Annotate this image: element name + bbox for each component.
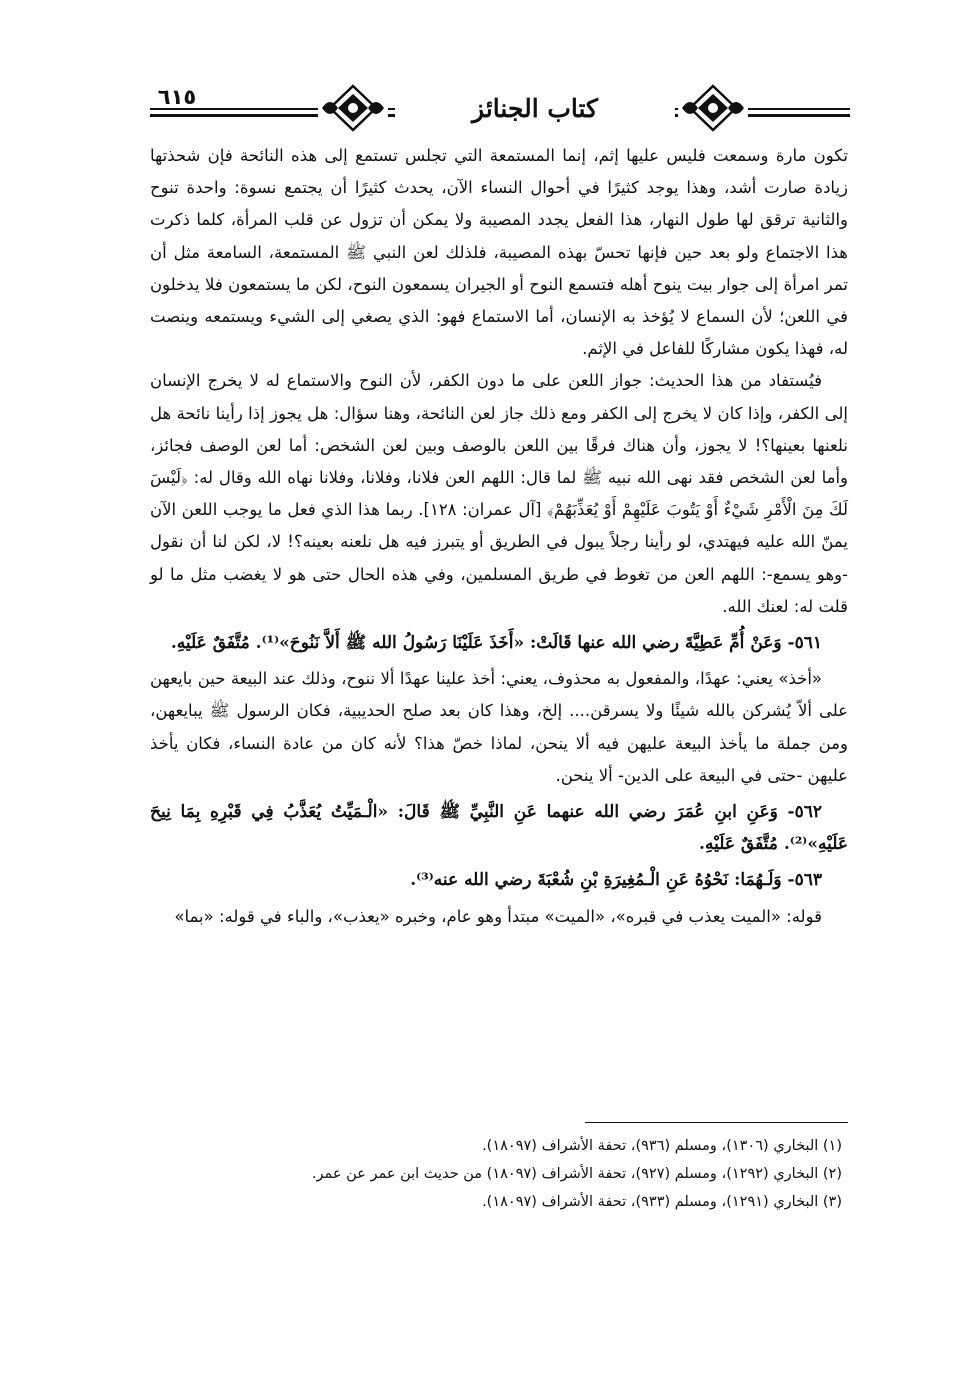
main-text <box>150 140 848 933</box>
footnote-separator <box>585 1122 848 1123</box>
page-number: ٦١٥ <box>150 86 204 108</box>
footnote-3: (٣) البخاري (١٢٩١)، ومسلم (٩٣٣)، تحفة الأشراف (١٨٠٩٧). <box>482 1194 842 1210</box>
hadith-562: ٥٦٢- وَعَنِ ابنِ عُمَرَ رضي الله عنهما عَنِ النَّبِيِّ ﷺ قَالَ: «الْـمَيِّتُ يُعَذَّبُ فِي قَبْرِهِ بِمَا نِيحَ عَلَيْهِ»⁽²⁾. مُتَّفَقٌ عَلَيْهِ. <box>150 802 848 855</box>
footnote-2: (٢) البخاري (١٢٩٢)، ومسلم (٩٢٧)، تحفة الأشراف (١٨٠٩٧) من حديث ابن عمر عن عمر. <box>311 1166 842 1182</box>
paragraph-4: قوله: «الميت يعذب في قبره»، «الميت» مبتدأ وهو عام، وخبره «يعذب»، والباء في قوله: «بما» <box>174 906 822 926</box>
paragraph-3: «أخذ» يعني: عهدًا، والمفعول به محذوف، يعني: أخذ علينا عهدًا ألا ننوح، وذلك عند البيعة حين بايعهن على ألاّ يُشركن بالله شيئًا ولا يسرقن.... إلخ، وهذا كان بعد صلح الحديبية، فكان الرسول ﷺ يبايعهن، ومن جملة ما يأخذ البيعة عليهن فيه ألا ينحن، لماذا خصّ هذا؟ لأنه كان من عادة النساء، فكان يأخذ عليهن -حتى في البيعة على الدين- ألا ينحن. <box>150 669 848 785</box>
footnotes <box>150 1132 848 1216</box>
page-header <box>150 78 850 140</box>
paragraph-2: فيُستفاد من هذا الحديث: جواز اللعن على ما دون الكفر، لأن النوح والاستماع له لا يخرج الإنسان إلى الكفر، وإذا كان لا يخرج إلى الكفر ومع ذلك جاز لعن النائحة، وهنا سؤال: هل يجوز إذا رأينا نائحة هل نلعنها بعينها؟! لا يجوز، وأن هناك فرقًا بين اللعن بالوصف وبين لعن الشخص: أما لعن الوصف فجائز، وأما لعن الشخص فقد نهى الله نبيه ﷺ لما قال: اللهم العن فلانا، وفلانا، وفلانا نهاه الله وقال له: ﴿لَيْسَ لَكَ مِنَ الْأَمْرِ شَيْءٌ أَوْ يَتُوبَ عَلَيْهِمْ أَوْ يُعَذِّبَهُمْ﴾ [آل عمران: ١٢٨]. ربما هذا الذي فعل ما يوجب اللعن الآن يمنّ الله عليه فيهتدي، لو رأينا رجلاً يبول في الطريق أو يتبرز فيه هل نلعنه بعينه؟! لا، لكن لنا أن نقول -وهو يسمع-: اللهم العن من تغوط في طريق المسلمين، وفي هذه الحال حتى هو لا يغضب مثل ما لو قلت له: لعنك الله. <box>150 371 848 616</box>
ornament-right-icon <box>678 82 748 134</box>
paragraph-1: تكون مارة وسمعت فليس عليها إثم، إنما المستمعة التي تجلس تستمع إلى هذه النائحة فإن شحذتها زيادة صارت أشد، وهذا يوجد كثيرًا في أحوال النساء الآن، يحدث كثيرًا أن يجتمع نسوة: واحدة تنوح والثانية ترقق لها طول النهار، هذا الفعل يجدد المصيبة ولا يمكن أن تزول عن قلب المرأة، كلما ذكرت هذا الاجتماع ولو بعد حين فإنها تحسّ بهذه المصيبة، فلذلك لعن النبي ﷺ المستمعة، السامعة مثل أن تمر امرأة إلى جوار بيت ينوح أهله فتسمع النوح أو الجيران يسمعون النوح، لكن ما يستمعون فلا يدخلون في اللعن؛ لأن السماع لا يُؤخذ به الإنسان، أما الاستماع فهو: الذي يصغي إلى الشيء ويستمعه وينصت له، فهذا يكون مشاركًا للفاعل في الإثم. <box>150 146 848 359</box>
hadith-561: ٥٦١- وَعَنْ أُمِّ عَطِيَّةَ رضي الله عنها قَالَتْ: «أَخَذَ عَلَيْنَا رَسُولُ الله ﷺ أَلاَّ نَنُوحَ»⁽¹⁾. مُتَّفَقٌ عَلَيْهِ. <box>170 633 822 654</box>
footnote-1: (١) البخاري (١٣٠٦)، ومسلم (٩٣٦)، تحفة الأشراف (١٨٠٩٧). <box>482 1138 842 1154</box>
chapter-title: كتاب الجنائز <box>395 92 675 126</box>
ornament-left-icon <box>318 82 388 134</box>
hadith-563: ٥٦٣- وَلَـهُمَا: نَحْوُهُ عَنِ الْـمُغِيرَةِ بْنِ شُعْبَةَ رضي الله عنه⁽³⁾. <box>410 870 822 891</box>
